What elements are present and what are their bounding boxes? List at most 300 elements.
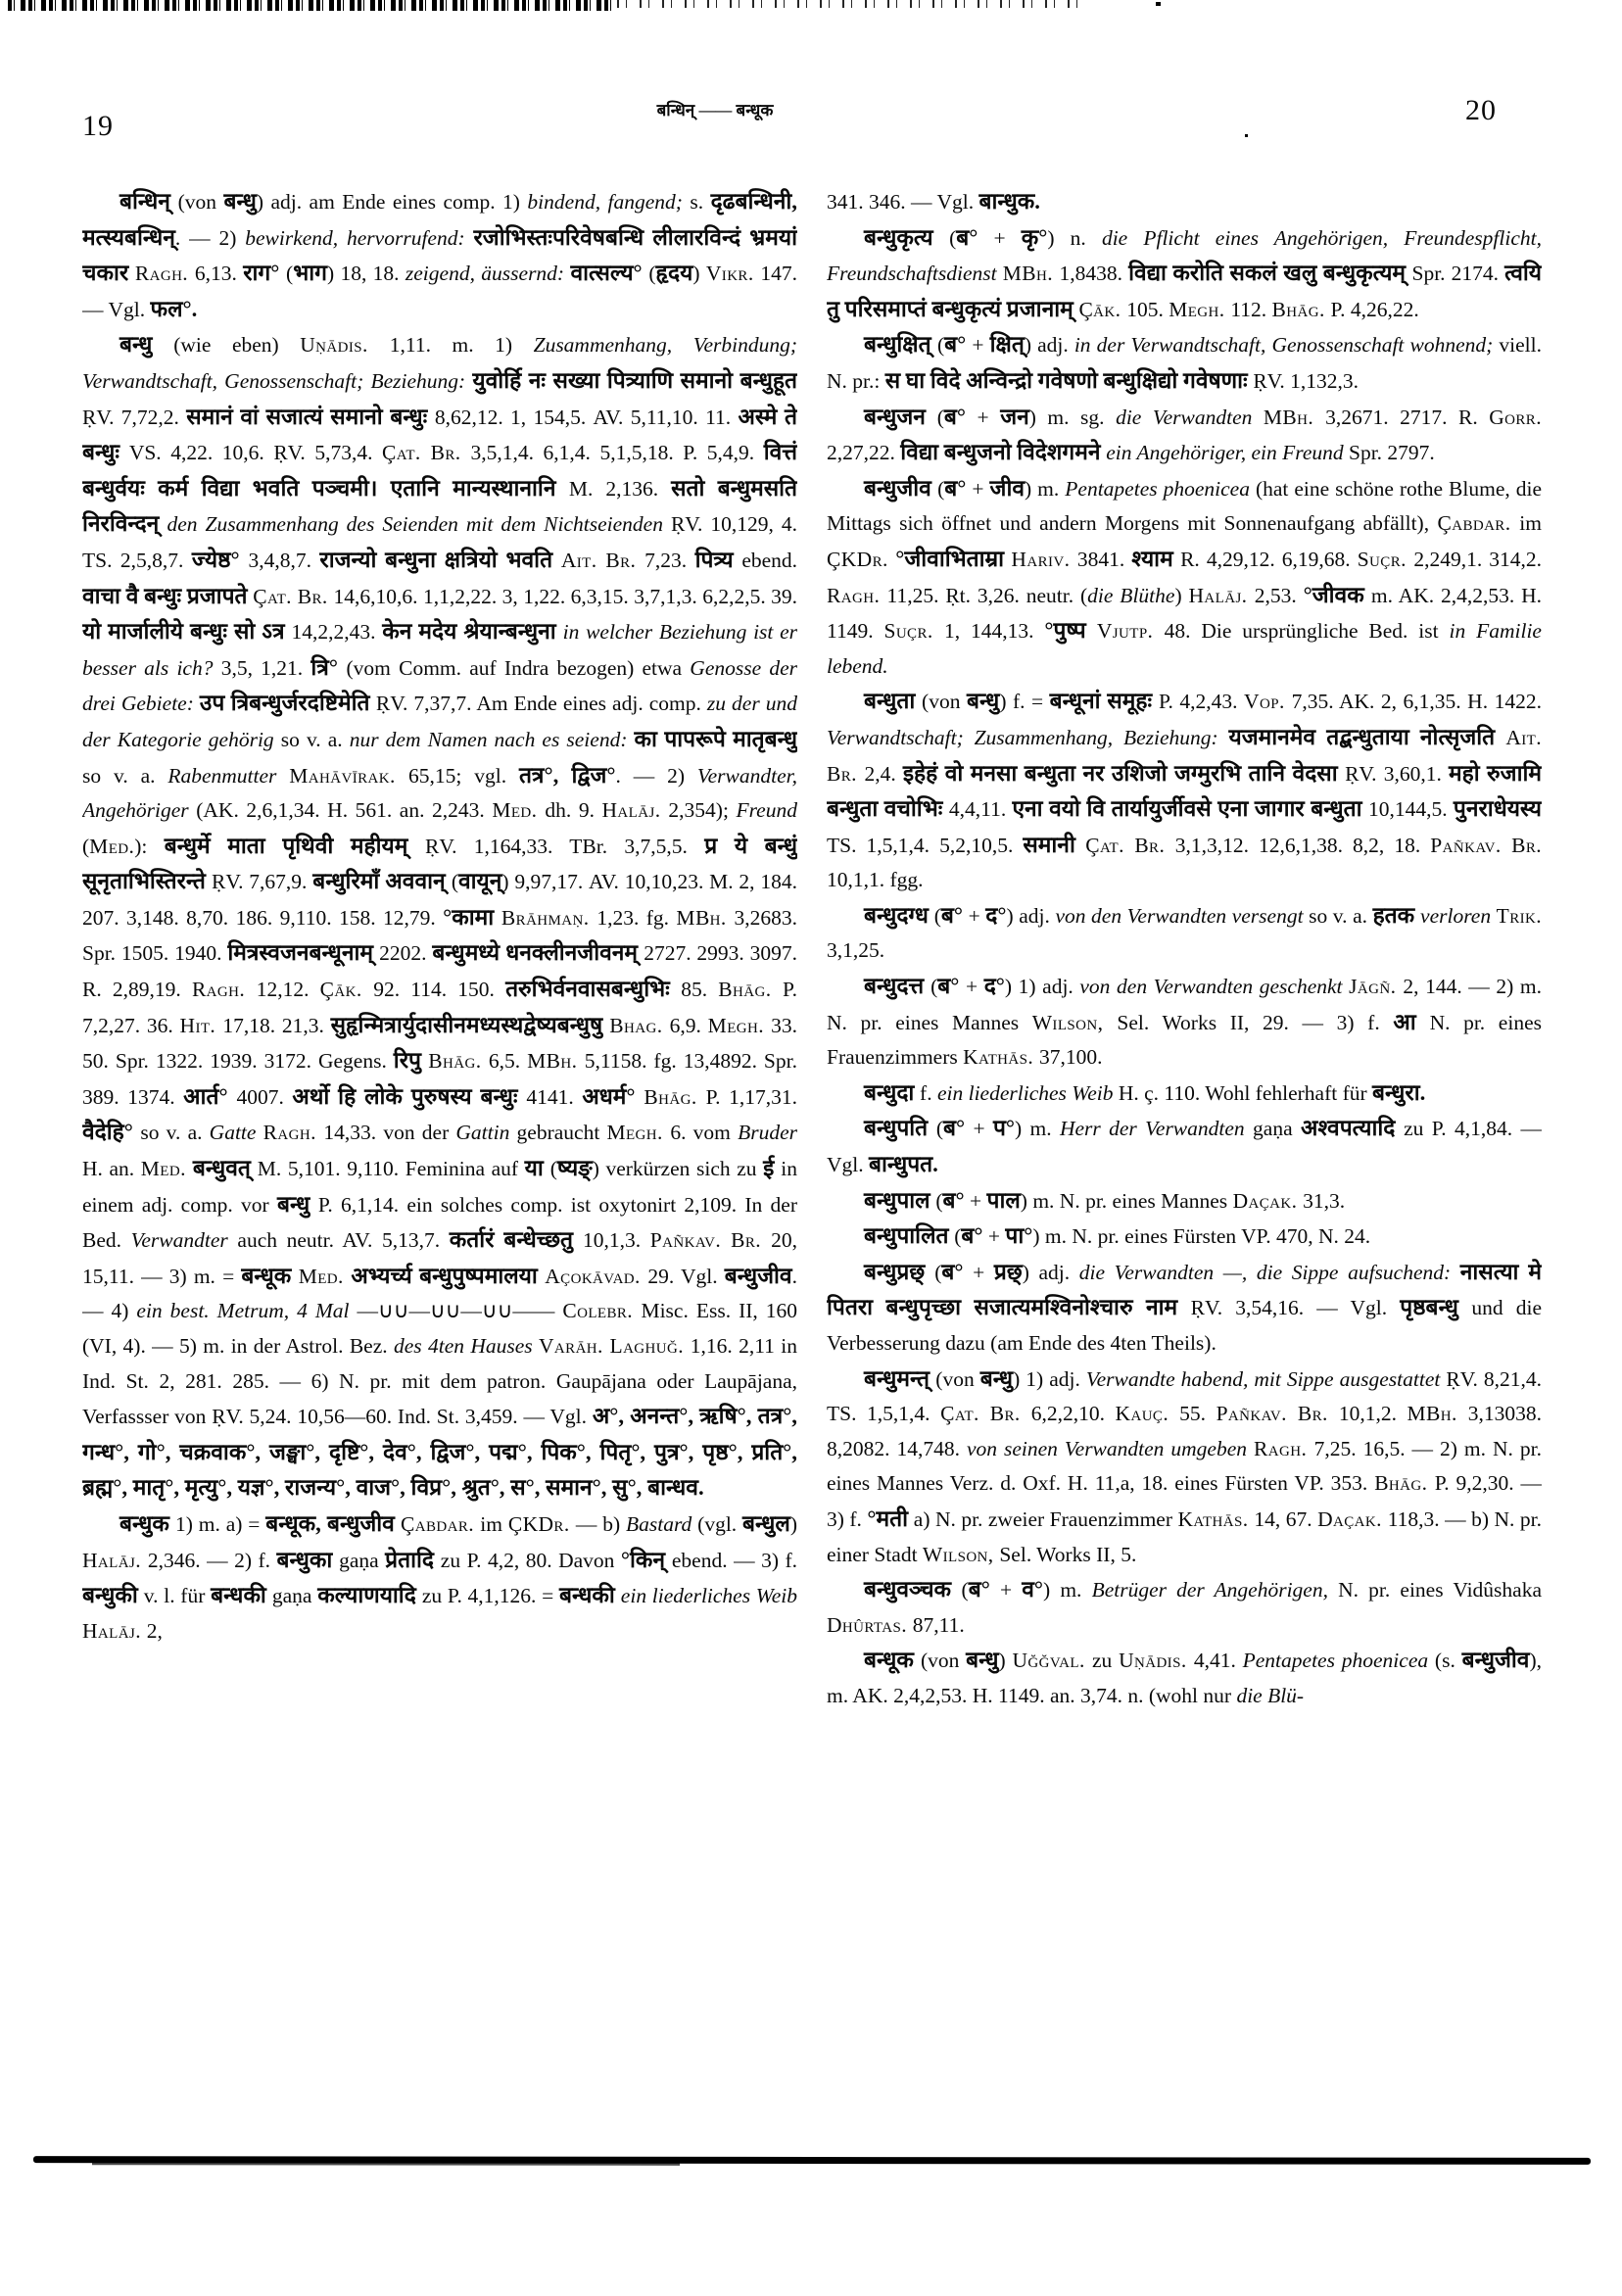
devanagari-text: इहेहं वो मनसा बन्धुता नर उशिजो जग्मुरभि तानि वेदसा <box>902 760 1346 786</box>
source-abbreviation: Megh. <box>707 1013 772 1037</box>
devanagari-text: ष्यङ् <box>556 1156 593 1181</box>
devanagari-text: बन्धूक <box>864 1648 921 1673</box>
devanagari-text: प्र ये बन्धुं सूनृताभिस्तिरन्ते <box>82 833 797 894</box>
source-abbreviation: Çabdar. <box>1437 511 1520 536</box>
entry-text: Pentapetes phoenicea <box>1242 1649 1435 1673</box>
source-abbreviation: Med. <box>298 1264 352 1288</box>
devanagari-text: बान्धुक. <box>978 189 1040 214</box>
entry-text: des 4ten Hauses <box>394 1334 539 1358</box>
entry-text: 1,16. 2,11 in Ind. St. 2, 281. 285. — 6) N. pr. mit dem patron. Gaupājana oder Laupājana, Verfassser von ṚV. 5,24. 10,56—60. Ind. St. 3,459. — Vgl. <box>82 1334 797 1429</box>
source-abbreviation: Kauç. <box>1115 1402 1180 1426</box>
entry-text: 10,1,1. fgg. <box>827 868 924 892</box>
source-abbreviation: Ragh. <box>262 1121 324 1145</box>
source-abbreviation: Bhāg. <box>1374 1471 1435 1496</box>
entry-text: Misc. Ess. II, 160 (VI, 4). — 5) m. in der Astrol. Bez. <box>82 1299 797 1358</box>
devanagari-text: बन्धुप्रछ् <box>864 1259 935 1284</box>
entry-text: + <box>965 1117 993 1141</box>
entry-text: 3,5, 1,21. <box>220 655 311 680</box>
devanagari-text: तत्र°, द्विज° <box>518 762 616 788</box>
entry-text: ) <box>789 1511 797 1536</box>
devanagari-text: ब° <box>943 1116 966 1141</box>
devanagari-text: °किन् <box>620 1547 672 1572</box>
entry-text: 2, <box>146 1618 163 1643</box>
page-number-right: 20 <box>1465 94 1497 126</box>
devanagari-text: बन्धु <box>966 689 1000 714</box>
entry-text: + <box>966 405 1001 429</box>
entry-text: im <box>480 1511 508 1536</box>
devanagari-text: ब° <box>937 974 960 999</box>
devanagari-text: बन्धुदा <box>864 1079 921 1105</box>
entry-text: Gatte <box>209 1121 263 1145</box>
entry-text: 14,2,2,43. <box>291 620 383 645</box>
source-abbreviation: MBh. <box>1002 262 1060 286</box>
devanagari-text: रजोभिस्तःपरिवेषबन्धि लीलारविन्दं भ्रमयां चकार <box>82 224 797 286</box>
entry-text: 118,3. — b) N. pr. einer Stadt <box>827 1507 1542 1566</box>
entry-text: (von <box>177 190 224 214</box>
devanagari-text: कर्तारं बन्धेच्छतु <box>449 1227 583 1253</box>
devanagari-text: बन्धकी <box>211 1583 272 1608</box>
devanagari-text: स घा विदे अन्विन्द्रो गवेषणो बन्धुक्षिद्यो गवेषणाः <box>884 367 1254 393</box>
entry-text: verloren <box>1420 903 1497 928</box>
devanagari-text: राजन्यो बन्धुना क्षत्रियो भवति <box>319 547 561 572</box>
entry-text: 7,25. 16,5. — 2) m. N. pr. eines Mannes Verz. d. Oxf. H. 11,a, 18. eines Fürsten VP. 353. <box>827 1436 1542 1496</box>
entry-text: 6. vom <box>670 1121 739 1145</box>
entry-text: ( <box>935 1188 943 1213</box>
devanagari-text: ई <box>763 1156 782 1181</box>
entry-text: bewirkend, hervorrufend: <box>245 225 474 250</box>
entry-text: Verwandter <box>130 1228 238 1253</box>
devanagari-text: प्रछ् <box>993 1259 1023 1284</box>
entry-text: 8,62,12. 1, 154,5. AV. 5,11,10. 11. <box>434 405 739 429</box>
devanagari-text: पृष्ठबन्धु <box>1400 1295 1472 1320</box>
entry-text: ) 1) adj. <box>1013 1366 1086 1391</box>
entry-text: + <box>978 225 1022 250</box>
source-abbreviation: Daçak. <box>1232 1188 1304 1213</box>
entry-text: + <box>966 476 990 501</box>
entry-text: gaṇa <box>271 1584 318 1608</box>
entry-text: 3,1,25. <box>827 938 885 963</box>
entry-text: ( <box>937 476 945 501</box>
source-abbreviation: Pañkav. Br. <box>1430 833 1542 857</box>
source-abbreviation: Çabdar. <box>400 1511 481 1536</box>
entry-text: ṚV. 3,54,16. — Vgl. <box>1190 1296 1401 1320</box>
devanagari-text: बन्धूनां समूहः <box>1049 689 1159 714</box>
devanagari-text: अश्वपत्यादि <box>1300 1116 1405 1141</box>
entry-text: ein best. Metrum, 4 Mal <box>136 1299 358 1323</box>
entry-text: in Familie lebend. <box>827 619 1542 678</box>
devanagari-text: ब° <box>944 475 967 501</box>
entry-text: 2,346. — 2) f. <box>147 1548 277 1572</box>
entry-text: 37,100. <box>1038 1045 1103 1070</box>
scan-artifact-top-band <box>8 0 615 11</box>
source-abbreviation: ÇKDr. <box>827 547 896 571</box>
devanagari-text: मित्रस्वजनबन्धूनाम् <box>227 940 380 966</box>
entry-text: 12,12. <box>256 978 320 1002</box>
devanagari-text: बन्धु <box>223 189 257 214</box>
devanagari-text: कल्याणयादि <box>317 1583 422 1608</box>
devanagari-text: बन्धु <box>966 1648 999 1673</box>
entry-text: (vgl. <box>697 1511 743 1536</box>
column-right <box>827 184 1542 2122</box>
entry-text: M. 5,101. 9,110. Feminina auf <box>257 1157 525 1181</box>
dictionary-entry <box>827 220 1542 328</box>
entry-text: ) adj. <box>1022 1260 1079 1284</box>
devanagari-text: ब° <box>941 1259 964 1284</box>
entry-text: 3,1,3,12. 12,6,1,38. 8,2, 18. <box>1174 833 1431 857</box>
entry-text: 65,15; vgl. <box>408 763 519 788</box>
devanagari-text: बन्धु <box>979 1365 1014 1391</box>
entry-text: ) n. <box>1047 225 1102 250</box>
source-abbreviation: Bhāg. <box>1271 297 1331 321</box>
entry-text: 14, 67. <box>1254 1507 1318 1531</box>
entry-text: Bruder <box>738 1121 797 1145</box>
entry-text: + <box>959 975 984 999</box>
devanagari-text: बन्धुका <box>276 1547 340 1572</box>
running-head: बन्धिन् —— बन्धूक <box>656 101 774 120</box>
source-abbreviation: Ragh. <box>134 262 195 286</box>
entry-text: ) m. <box>1015 1117 1060 1141</box>
entry-text: ( <box>934 1260 942 1284</box>
entry-text: 3,2671. 2717. R. <box>1325 405 1490 429</box>
entry-text: P. 6,1,14. ein solches comp. ist oxytonirt 2,109. In der Bed. <box>82 1192 797 1253</box>
entry-text: 341. 346. — Vgl. <box>827 190 979 214</box>
devanagari-text: पाल <box>986 1187 1021 1213</box>
devanagari-text: बन्धूक <box>241 1263 299 1288</box>
source-abbreviation: MBh. <box>676 905 735 930</box>
devanagari-text: विद्या बन्धुजनो विदेशगमने <box>900 440 1107 465</box>
devanagari-text: बन्धुवञ्चक <box>864 1577 962 1602</box>
source-abbreviation: Halāj. <box>82 1618 147 1643</box>
entry-text: 3,5,1,4. 6,1,4. 5,1,5,18. P. 5,4,9. <box>470 441 764 465</box>
entry-text: Bastard <box>626 1511 698 1536</box>
devanagari-text: बन्धुमध्ये धनक्लीनजीवनम् <box>432 940 644 966</box>
column-left <box>82 184 797 2122</box>
entry-text: 20, 15,11. — 3) m. = <box>82 1228 797 1288</box>
entry-text: ) adj. <box>1024 333 1074 358</box>
devanagari-text: समानं वां सजात्यं समानो बन्धुः <box>186 404 435 429</box>
entry-text: zu P. 4,1,126. = <box>421 1584 560 1608</box>
devanagari-text: जीव <box>989 475 1026 501</box>
devanagari-text: बन्धकी <box>559 1583 621 1608</box>
entry-text: gaṇa <box>1253 1117 1301 1141</box>
entry-text: 4141. <box>526 1084 583 1109</box>
dictionary-entry <box>827 1362 1542 1573</box>
entry-text: die Blüthe <box>1087 583 1175 607</box>
devanagari-text: व° <box>1022 1577 1044 1602</box>
entry-text: ) m. sg. <box>1028 405 1117 429</box>
devanagari-text: प° <box>992 1116 1016 1141</box>
source-abbreviation: Ait. Br. <box>560 548 645 572</box>
devanagari-text: बन्धुजीव <box>724 1263 792 1288</box>
devanagari-text: ब° <box>942 1187 965 1213</box>
source-abbreviation: Uṇādis. <box>1119 1649 1194 1673</box>
entry-text: ) 1) adj. <box>1004 975 1080 999</box>
devanagari-text: सुहृन्मित्रार्युदासीनमध्यस्थद्वेष्यबन्धुषु <box>330 1012 610 1037</box>
entry-text: 4,41. <box>1193 1649 1243 1673</box>
entry-text: ( <box>286 262 294 286</box>
source-abbreviation: Wilson, <box>1031 1010 1118 1034</box>
scan-artifact-dot <box>1156 2 1161 6</box>
entry-text: 2727. 2993. 3097. R. 2,89,19. <box>82 941 797 1002</box>
entry-text: ( <box>930 975 938 999</box>
dictionary-entry <box>827 898 1542 969</box>
dictionary-entry <box>827 327 1542 399</box>
entry-text: 31,3. <box>1303 1188 1346 1213</box>
entry-text: 112. <box>1230 297 1272 321</box>
devanagari-text: त्रि° <box>310 654 347 680</box>
source-abbreviation: Bhag. <box>609 1013 670 1037</box>
devanagari-text: यो मार्जालीये बन्धुः सो ऽत्र <box>82 619 292 645</box>
devanagari-text: अ°, अनन्त°, ऋषि°, तत्र°, गन्ध°, गो°, चक्रवाक°, जङ्घा°, दृष्टि°, देव°, द्विज°, पद्म°, पिक°, पितृ°, पुत्र°, पृष्ठ°, प्रति°, ब्रह्म°, मातृ°, मृत्यु°, यज्ञ°, राजन्य°, वाज°, विप्र°, श्रुत°, स°, समान°, सु°, बान्धव. <box>82 1404 797 1501</box>
devanagari-text: पा° <box>1005 1223 1033 1249</box>
entry-text: ( <box>949 225 957 250</box>
source-abbreviation: Wilson, <box>922 1542 1000 1566</box>
source-abbreviation: Megh. <box>606 1121 671 1145</box>
entry-text: Genosse der drei Gebiete: <box>82 655 797 716</box>
devanagari-text: ब° <box>940 902 964 928</box>
entry-text: . — 2) <box>174 225 246 250</box>
entry-text: (von <box>920 1649 967 1673</box>
source-abbreviation: Daçak. <box>1317 1507 1388 1531</box>
entry-text: gaṇa <box>339 1548 386 1572</box>
devanagari-text: °कामा <box>443 904 501 930</box>
entry-text: die Verwandten —, die Sippe aufsuchend: <box>1078 1260 1460 1284</box>
devanagari-text: या <box>524 1156 550 1181</box>
devanagari-text: बन्धुल <box>742 1510 790 1536</box>
devanagari-text: अधर्म° <box>582 1083 644 1109</box>
source-abbreviation: Med. <box>89 834 135 858</box>
entry-text: P. 4,2,43. <box>1158 690 1245 714</box>
devanagari-text: विद्या करोति सकलं खलु बन्धुकृत्यम् <box>1128 261 1412 286</box>
entry-text: 7,23. <box>644 548 695 572</box>
devanagari-text: बन्धु <box>119 332 174 358</box>
entry-text: 17,18. 21,3. <box>222 1013 331 1037</box>
dictionary-entry <box>827 471 1542 685</box>
source-abbreviation: Varāh. Laghuğ. <box>539 1334 691 1358</box>
entry-text: —∪∪—∪∪—∪∪—— <box>357 1299 563 1323</box>
source-abbreviation: Halāj. <box>1188 583 1255 607</box>
entry-text: Gattin <box>455 1121 517 1145</box>
entry-text: 1) m. a) = <box>175 1511 266 1536</box>
devanagari-text: बन्धुपति <box>864 1116 936 1141</box>
entry-text: + <box>982 1224 1006 1249</box>
source-abbreviation: Bhāg. <box>644 1084 706 1109</box>
devanagari-text: °जीवक <box>1303 582 1371 607</box>
entry-text: den Zusammenhang des Seienden mit dem Nichtseienden <box>167 512 671 537</box>
devanagari-text: बन्धुजन <box>864 404 937 429</box>
source-abbreviation: Halāj. <box>601 798 669 823</box>
source-abbreviation: Vop. <box>1244 690 1292 714</box>
source-abbreviation: Ait. Br. <box>827 725 1542 786</box>
dictionary-entry <box>82 184 797 327</box>
entry-text: (von <box>935 1366 980 1391</box>
devanagari-text: वैदेहि° <box>82 1120 141 1145</box>
scan-artifact-bottom-line <box>33 2156 1591 2165</box>
entry-text: ) verkürzen sich zu <box>592 1157 764 1181</box>
entry-text: Freund <box>736 798 797 823</box>
entry-text: 3,4,8,7. <box>248 548 320 572</box>
source-abbreviation: Çat. Br. <box>940 1402 1031 1426</box>
entry-text: 48. Die ursprüngliche Bed. ist <box>1164 619 1450 644</box>
entry-text: Sel. Works II, 5. <box>999 1542 1137 1566</box>
devanagari-text: बन्धुमन्त् <box>864 1365 936 1391</box>
entry-text: ( <box>933 903 941 928</box>
entry-text: Zusammenhang, Verbindung; Verwandtschaft, Genossenschaft; Beziehung: <box>82 333 797 393</box>
devanagari-text: नासत्या मे पितरा बन्धुपृच्छा सजात्यमश्विनोश्चारु नाम <box>827 1259 1542 1320</box>
scan-artifact-dot <box>1245 134 1248 137</box>
devanagari-text: अर्थो हि लोके पुरुषस्य बन्धुः <box>292 1083 527 1109</box>
entry-text: 3841. <box>1076 547 1132 571</box>
entry-text: 85. <box>681 978 719 1002</box>
devanagari-text: बन्धुर्मे माता पृथिवी महीयम् <box>164 833 425 858</box>
source-abbreviation: MBh. <box>1407 1402 1468 1426</box>
dictionary-entry <box>82 327 797 1507</box>
entry-text: 87,11. <box>912 1612 965 1637</box>
entry-text: nur dem Namen nach es seiend: <box>349 727 635 751</box>
entry-text: 6,13. <box>194 262 244 286</box>
devanagari-text: उप त्रिबन्धुर्जरदष्टिमेति <box>199 691 376 716</box>
source-abbreviation: Hit. <box>179 1013 223 1037</box>
entry-text: 1, 144,13. <box>943 619 1045 644</box>
entry-text: 3,13038. 8,2082. 14,748. <box>827 1402 1542 1460</box>
entry-text: f. <box>920 1080 937 1105</box>
entry-text: auch neutr. AV. 5,13,7. <box>237 1228 450 1253</box>
devanagari-text: °जीवाभिताम्रा <box>895 546 1012 571</box>
entry-text: Verwandtschaft; Zusammenhang, Beziehung: <box>827 725 1229 749</box>
devanagari-text: बन्धुपाल <box>864 1187 936 1213</box>
devanagari-text: °पुष्प <box>1044 618 1097 644</box>
entry-text: so v. a. <box>1309 903 1373 928</box>
entry-text: TS. 1,5,1,4. 5,2,10,5. <box>827 833 1024 857</box>
devanagari-text: हतक <box>1372 902 1421 928</box>
entry-text: 7,35. AK. 2, 6,1,35. H. 1422. <box>1291 690 1542 714</box>
entry-text: so v. a. <box>280 727 350 751</box>
entry-text: im <box>1519 511 1542 536</box>
entry-text: ṚV. 7,37,7. Am Ende eines adj. comp. <box>375 692 707 716</box>
dictionary-entry <box>827 1183 1542 1220</box>
entry-text: + <box>963 903 986 928</box>
entry-text: 55. <box>1179 1402 1216 1426</box>
dictionary-entry <box>827 1255 1542 1362</box>
entry-text: 4007. <box>236 1084 293 1109</box>
source-abbreviation: Kathās. <box>1177 1507 1255 1531</box>
entry-text: Rabenmutter <box>167 763 290 788</box>
devanagari-text: पित्र्य <box>694 547 742 572</box>
source-abbreviation: Uṇādis. <box>300 333 390 358</box>
entry-text: P. 7,2,27. 36. <box>82 978 797 1037</box>
entry-text: M. 2,136. <box>568 476 672 501</box>
entry-text: zu P. 4,2, 80. Davon <box>440 1548 621 1572</box>
devanagari-text: बन्धुवत् <box>192 1156 258 1181</box>
source-abbreviation: Ragh. <box>191 978 257 1002</box>
entry-text: ( <box>961 1578 969 1602</box>
devanagari-text: बन्धुजीव <box>1461 1648 1530 1673</box>
dictionary-entry <box>827 1219 1542 1255</box>
devanagari-text: दृढबन्धिनी, मत्स्यबन्धिन् <box>82 189 797 250</box>
entry-text: ) f. = <box>999 690 1050 714</box>
dictionary-entry <box>827 684 1542 898</box>
devanagari-text: बन्धुरिमाँ अववान् <box>312 869 452 894</box>
source-abbreviation: Ragh. <box>827 583 887 607</box>
entry-text: 5,1158. fg. 13,4892. Spr. 389. 1374. <box>82 1049 797 1109</box>
entry-text: v. l. für <box>143 1584 212 1608</box>
devanagari-text: समानी <box>1023 832 1086 857</box>
entry-text: 1,11. m. 1) <box>389 333 534 358</box>
devanagari-text: बन्धुरा. <box>1372 1079 1426 1105</box>
dictionary-entry <box>827 1076 1542 1112</box>
entry-text: 14,33. von der <box>323 1121 456 1145</box>
source-abbreviation: Ragh. <box>1254 1436 1314 1460</box>
source-abbreviation: Med. <box>492 798 546 823</box>
entry-text: zu der und der Kategorie gehörig <box>82 692 797 751</box>
entry-text: ) 18, 18. <box>326 262 406 286</box>
dictionary-entry <box>82 1507 797 1649</box>
entry-text: P. 4,26,22. <box>1330 297 1419 321</box>
devanagari-text: बन्धुकृत्य <box>864 224 950 250</box>
devanagari-text: बन्धुक्षित् <box>864 332 937 358</box>
entry-text: . — 2) <box>615 763 697 788</box>
devanagari-text: आ <box>1393 1009 1430 1034</box>
entry-text: H. ç. 110. Wohl fehlerhaft für <box>1118 1080 1373 1105</box>
devanagari-text: ब° <box>943 404 967 429</box>
entry-text: 11,25. Ṛt. 3,26. neutr. ( <box>886 583 1088 607</box>
source-abbreviation: Bhāg. <box>428 1049 489 1074</box>
entry-text: in einem adj. comp. vor <box>82 1157 797 1217</box>
entry-text: ein Angehöriger, ein Freund <box>1106 441 1349 465</box>
devanagari-text: बन्धूक, बन्धुजीव <box>265 1510 401 1536</box>
entry-text: ) m. N. pr. eines Mannes <box>1020 1188 1233 1213</box>
source-abbreviation: MBh. <box>1263 405 1326 429</box>
entry-text: zeigend, äussernd: <box>405 262 571 286</box>
devanagari-text: वाचा वै बन्धुः प्रजापते <box>82 583 254 608</box>
source-abbreviation: Pañkav. Br. <box>649 1228 772 1253</box>
entry-text: zu <box>1091 1649 1120 1673</box>
entry-text: (vom Comm. auf Indra bezogen) etwa <box>346 655 691 680</box>
devanagari-text: बन्धुक <box>119 1510 176 1536</box>
entry-text: von den Verwandten versengt <box>1055 903 1310 928</box>
entry-text: und die Verbesserung dazu (am Ende des 4ten Theils). <box>827 1296 1542 1355</box>
entry-text: zu P. 4,1,84. — Vgl. <box>827 1117 1542 1177</box>
entry-text: 2,4. <box>864 761 903 786</box>
devanagari-text: °मती <box>867 1506 914 1531</box>
entry-text: 2,354); <box>668 798 737 823</box>
entry-text: 6,9. <box>669 1013 708 1037</box>
page-number-left: 19 <box>82 110 114 142</box>
entry-text: 10,1,3. <box>583 1228 650 1253</box>
entry-text: Spr. 2797. <box>1349 441 1435 465</box>
entry-text: ) 9,97,17. AV. 10,10,23. M. 2, 184. 207. 3,148. 8,70. 186. 9,110. 158. 12,79. <box>82 870 797 930</box>
entry-text: ) m. N. pr. eines Fürsten VP. 470, N. 24. <box>1032 1224 1371 1249</box>
devanagari-text: द° <box>985 902 1007 928</box>
entry-text: ) <box>998 1649 1013 1673</box>
entry-text: 10,144,5. <box>1368 797 1454 822</box>
devanagari-text: युवोर्हि नः सख्या पित्र्याणि समानो बन्धुहूत <box>472 367 797 393</box>
entry-text: N. pr. eines Frauenzimmers <box>827 1010 1542 1070</box>
entry-text: ) <box>1174 583 1189 607</box>
devanagari-text: त्वयि तु परिसमाप्तं बन्धुकृत्यं प्रजानाम् <box>827 261 1542 321</box>
entry-text: 29. Vgl. <box>647 1264 725 1288</box>
entry-text: ) m. <box>1025 476 1066 501</box>
devanagari-text: का पापरूपे मातृबन्धु <box>634 726 797 751</box>
entry-text: 10,1,2. <box>1338 1402 1407 1426</box>
entry-text: 105. <box>1126 297 1169 321</box>
entry-text: Sel. Works II, 29. — 3) f. <box>1117 1010 1394 1034</box>
entry-text: (hat eine schöne rothe Blume, die Mittags sich öffnet und andern Morgens mit Sonnenaufgang abfällt), <box>827 476 1542 536</box>
source-abbreviation: Suçr. <box>883 619 944 644</box>
source-abbreviation: Çat. Br. <box>253 584 334 608</box>
entry-text: — b) <box>575 1511 627 1536</box>
entry-text: 2,249,1. 314,2. <box>1413 547 1542 571</box>
